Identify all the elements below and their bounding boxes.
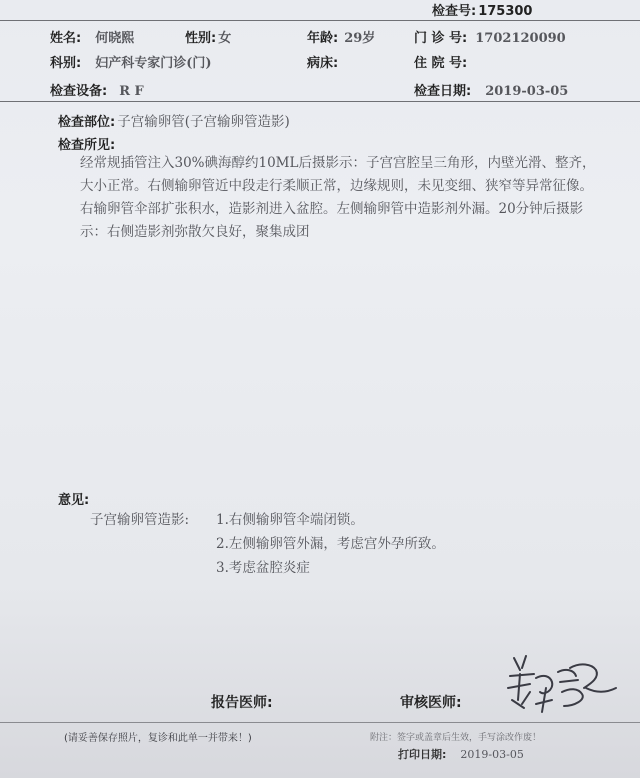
clinic-no-value: 1702120090 (475, 31, 566, 46)
age-label: 年龄: (307, 31, 339, 46)
report-doctor-label: 报告医师: (211, 695, 273, 711)
exam-number-label: 检查号: (432, 4, 477, 19)
opinion-item-1: 1.右侧输卵管伞端闭锁。 (216, 512, 364, 528)
exam-site-label: 检查部位: (58, 115, 116, 130)
opinion-label: 意见: (58, 493, 90, 508)
findings-text (80, 152, 600, 244)
exam-date-label: 检查日期: (414, 84, 472, 99)
header-bottom-rule (0, 101, 640, 102)
opinion-item-3: 3.考虑盆腔炎症 (216, 560, 310, 576)
exam-number-row (432, 0, 532, 19)
name-value: 何晓熙 (95, 31, 135, 46)
age-value: 29岁 (344, 31, 376, 46)
header-top-rule (0, 20, 640, 21)
dept-label: 科别: (50, 56, 82, 71)
print-date-value: 2019-03-05 (460, 748, 524, 761)
opinion-prefix: 子宫输卵管造影: (90, 512, 190, 528)
print-date-row (398, 746, 524, 762)
name-label: 姓名: (50, 31, 82, 46)
sex-label: 性别: (185, 31, 217, 46)
bed-label: 病床: (307, 56, 339, 71)
exam-site-row (58, 110, 290, 130)
keep-note: (请妥善保存照片，复诊和此单一并带来！) (64, 733, 252, 744)
findings-paragraph: 经常规插管注入30%碘海醇约10ML后摄影示：子宫宫腔呈三角形，内壁光滑、整齐，大小正常。右侧输卵管近中段走行柔顺正常，边缘规则，未见变细、狭窄等异常征像。右输卵管伞部扩张积水，造影剂进入盆腔。左侧输卵管中造影剂外漏。20分钟后摄影示：右侧造影剂弥散欠良好，聚集成团 (80, 155, 596, 240)
findings-label: 检查所见: (58, 138, 116, 153)
inpatient-label: 住 院 号: (414, 56, 468, 71)
exam-site-value: 子宫输卵管(子宫输卵管造影) (117, 114, 290, 130)
exam-number-value: 175300 (478, 4, 533, 19)
device-value: R F (119, 84, 144, 99)
clinic-no-label: 门 诊 号: (414, 31, 468, 46)
print-date-label: 打印日期: (398, 748, 447, 761)
review-doctor-label: 审核医师: (400, 695, 462, 711)
device-label: 检查设备: (50, 84, 108, 99)
sex-value: 女 (218, 31, 232, 46)
exam-date-value: 2019-03-05 (485, 84, 569, 99)
footer-rule (0, 722, 640, 723)
validity-note: 附注：签字或盖章后生效，手写涂改作废！ (370, 733, 542, 743)
handwritten-signature (500, 648, 620, 728)
opinion-item-2: 2.左侧输卵管外漏，考虑宫外孕所致。 (216, 536, 445, 552)
dept-value: 妇产科专家门诊(门) (95, 56, 212, 71)
